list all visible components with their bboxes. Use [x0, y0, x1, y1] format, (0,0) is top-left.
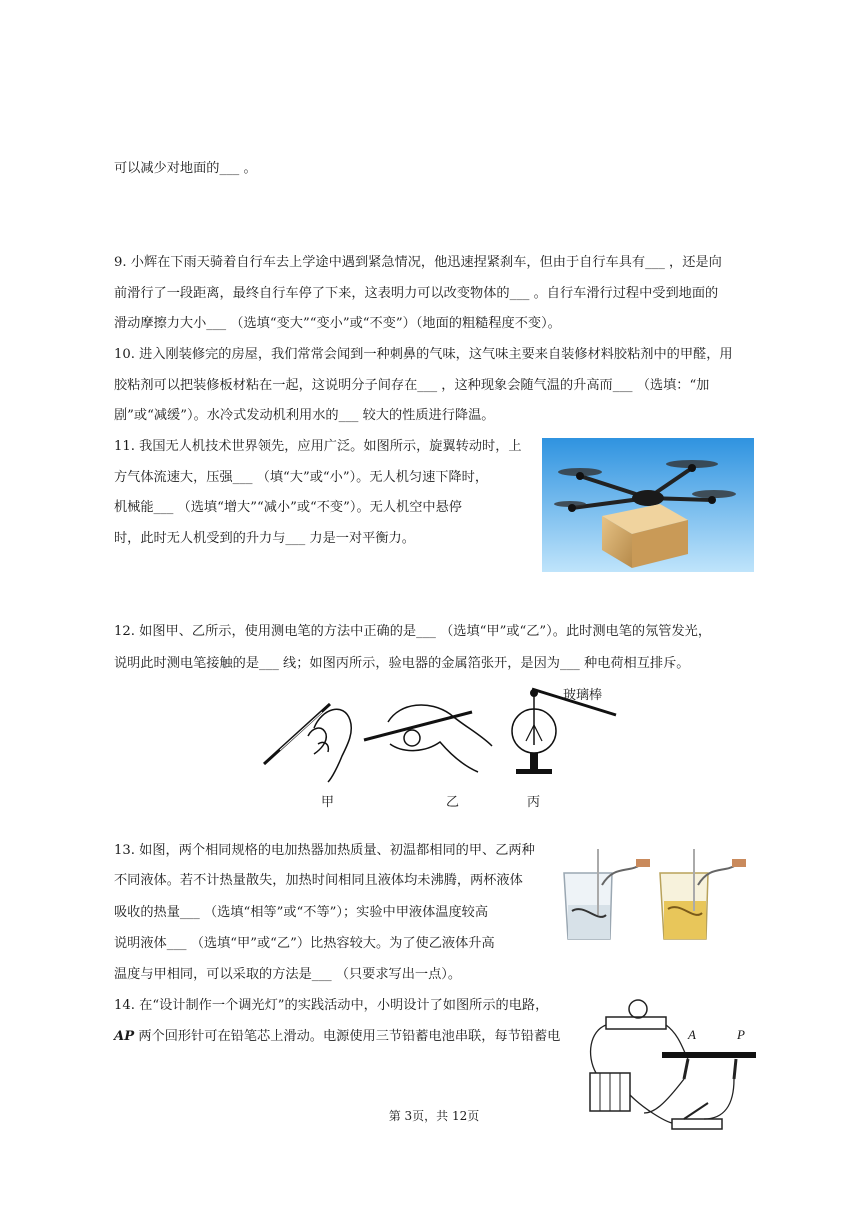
q11-line-3: 机械能___ （选填“增大”“减小”或“不变”）。无人机空中悬停: [114, 500, 462, 515]
q12-line-2: 说明此时测电笔接触的是___ 线；如图丙所示，验电器的金属箔张开，是因为___ 种电荷相互排斥。: [114, 656, 690, 671]
q11-line-4: 时，此时无人机受到的升力与___ 力是一对平衡力。: [114, 531, 415, 546]
drone-figure: [542, 438, 754, 572]
q9-line-2: 前滑行了一段距离，最终自行车停了下来，这表明力可以改变物体的___ 。自行车滑行过程中受到地面的: [114, 286, 719, 301]
test-pen-figure-jia: [262, 698, 362, 783]
q13-line-1: 13. 如图，两个相同规格的电加热器加热质量、初温都相同的甲、乙两种: [114, 843, 535, 858]
q14-line-1: 14. 在“设计制作一个调光灯”的实践活动中，小明设计了如图所示的电路，: [114, 998, 549, 1013]
q13-line-3: 吸收的热量___ （选填“相等”或“不等”）；实验中甲液体温度较高: [114, 905, 489, 920]
beakers-figure: [558, 845, 754, 945]
q10-line-3: 剧”或“减缓”）。水冷式发动机利用水的___ 较大的性质进行降温。: [114, 408, 495, 423]
q9-line-3: 滑动摩擦力大小___ （选填“变大”“变小”或“不变”）（地面的粗糙程度不变）。: [114, 316, 561, 331]
q13-line-2: 不同液体。若不计热量散失，加热时间相同且液体均未沸腾，两杯液体: [114, 873, 523, 888]
page-footer: 第 3页，共 12页: [388, 1109, 480, 1123]
q13-line-5: 温度与甲相同，可以采取的方法是___ （只要求写出一点）。: [114, 967, 462, 982]
circuit-label-p: P: [737, 1027, 745, 1042]
glass-rod-label: 玻璃棒: [563, 688, 603, 703]
q14-ap: AP: [114, 1029, 135, 1044]
figure-label-yi: 乙: [446, 795, 460, 810]
figure-label-bing: 丙: [527, 795, 541, 810]
q12-line-1: 12. 如图甲、乙所示，使用测电笔的方法中正确的是___ （选填“甲”或“乙”）。此时测电笔的氖管发光，: [114, 624, 712, 639]
figure-label-jia: 甲: [321, 795, 335, 810]
q10-line-2: 胶粘剂可以把装修板材粘在一起，这说明分子间存在___ ，这种现象会随气温的升高而___ （选填：“加: [114, 378, 710, 393]
q14-line-2: [114, 1028, 560, 1046]
q8-tail: 可以减少对地面的___ 。: [114, 161, 257, 176]
circuit-label-a: A: [688, 1027, 696, 1042]
q13-line-4: 说明液体___ （选填“甲”或“乙”）比热容较大。为了使乙液体升高: [114, 936, 495, 951]
q10-line-1: 10. 进入刚装修完的房屋，我们常常会闻到一种刺鼻的气味，这气味主要来自装修材料胶粘剂中的甲醛，用: [114, 347, 733, 362]
q9-line-1: 9. 小辉在下雨天骑着自行车去上学途中遇到紧急情况，他迅速捏紧刹车，但由于自行车具有___ ，还是向: [114, 255, 722, 270]
q14-line-2-rest: 两个回形针可在铅笔芯上滑动。电源使用三节铅蓄电池串联，每节铅蓄电: [134, 1029, 561, 1044]
q11-line-1: 11. 我国无人机技术世界领先，应用广泛。如图所示，旋翼转动时，上: [114, 439, 522, 454]
test-pen-figure-yi: [360, 700, 495, 780]
q11-line-2: 方气体流速大，压强___ （填“大”或“小”）。无人机匀速下降时，: [114, 470, 489, 485]
